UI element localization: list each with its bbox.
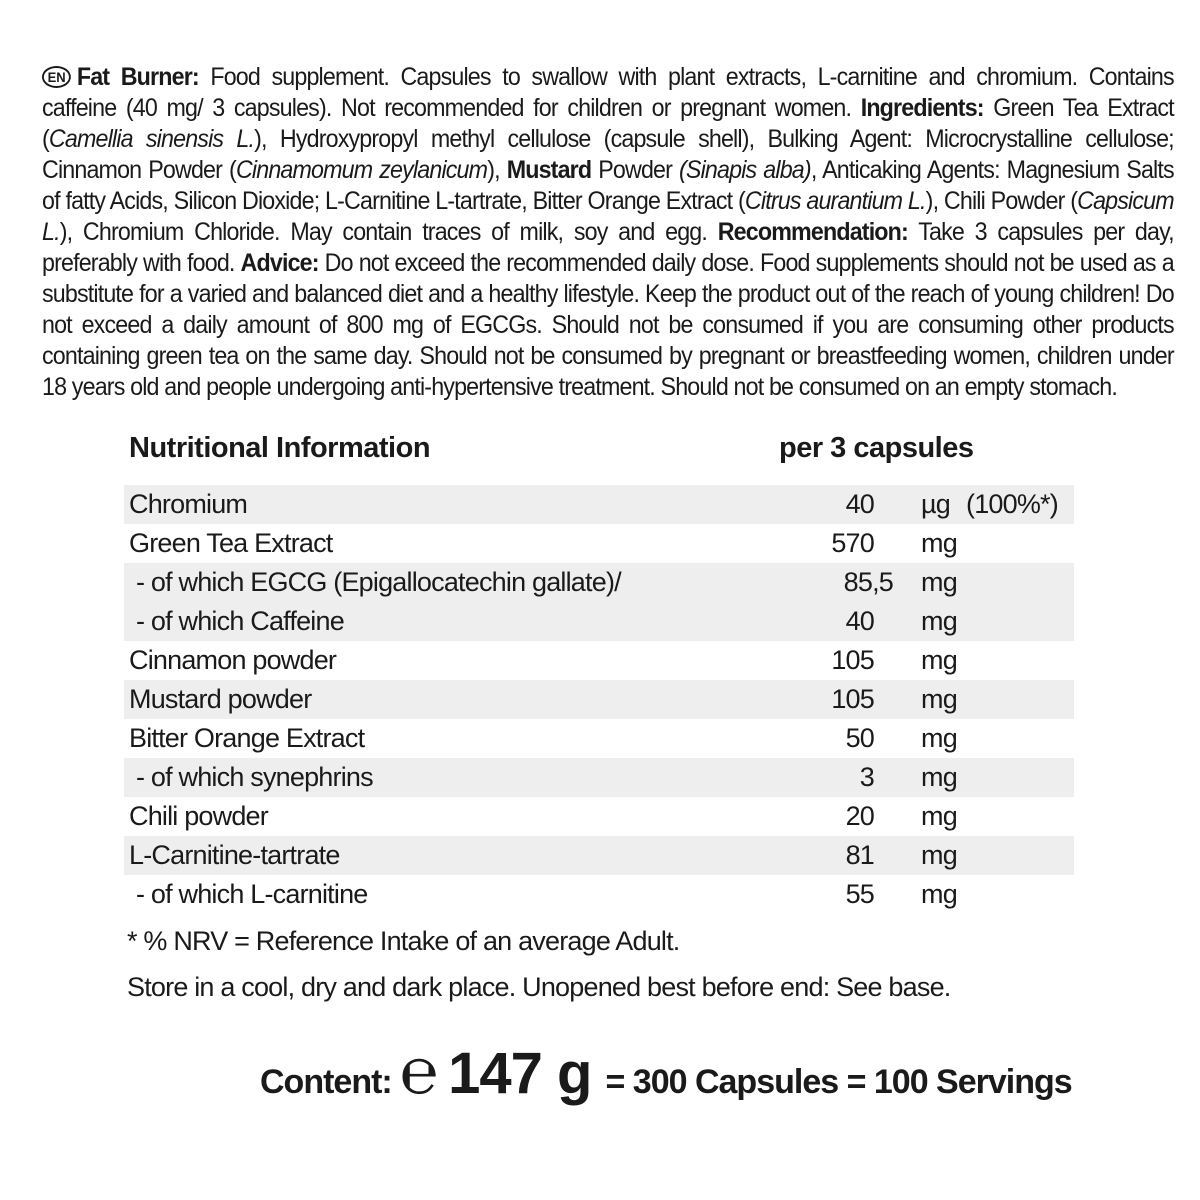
estimated-sign-icon: ℮ xyxy=(399,1035,439,1107)
ingredients-label: Ingredients: xyxy=(860,94,984,122)
nutrient-value: 40 xyxy=(845,606,874,636)
advice-text: Do not exceed the recommended daily dose. Food supplements should not be used as a substitute for a varied and balanced diet and a healthy lifestyle. Keep the product out of the reach of young children! Do not exceed a daily amount of 800 mg of EGCGs. Should not be consumed if you are consuming other products containing green tea on the same day. Should not be consumed by pregnant or breastfeeding women, children under 18 years old and people undergoing anti-hypertensive treatment. Should not be consumed on an empty stomach. xyxy=(42,249,1174,401)
advice-label: Advice: xyxy=(240,249,319,277)
product-name: Fat Burner: xyxy=(76,63,199,91)
nutrient-name: - of which synephrins xyxy=(136,762,373,792)
nutrient-name: - of which EGCG (Epigallocatechin gallate)/ xyxy=(136,567,621,597)
nutrition-heading: Nutritional Information xyxy=(129,432,431,464)
nutrient-unit: mg xyxy=(921,567,957,597)
content-label: Content: xyxy=(260,1063,392,1101)
table-row xyxy=(124,602,1074,641)
product-description xyxy=(42,62,1174,403)
table-row xyxy=(124,485,1074,524)
nutrient-unit: mg xyxy=(921,645,957,675)
nutrient-value: 40 xyxy=(845,489,874,519)
ingredients-text: Powder xyxy=(591,156,680,184)
nutrient-value: 105 xyxy=(831,645,874,675)
nutrient-name: Green Tea Extract xyxy=(129,528,333,558)
nutrient-value: 105 xyxy=(831,684,874,714)
nutrient-value: 85,5 xyxy=(843,567,893,597)
capsule-serving-count: = 300 Capsules = 100 Servings xyxy=(605,1063,1072,1101)
nutrient-name: L-Carnitine-tartrate xyxy=(129,840,340,870)
nutrient-value: 55 xyxy=(845,879,874,909)
nutrient-name: Bitter Orange Extract xyxy=(129,723,365,753)
ingredients-text: ), Chili Powder ( xyxy=(925,187,1078,215)
table-row xyxy=(124,797,1074,836)
nutrition-table xyxy=(124,485,1074,914)
table-row xyxy=(124,641,1074,680)
net-content xyxy=(260,1035,1072,1120)
ingredients-text: Green Tea Extract ( xyxy=(42,94,1174,153)
table-row xyxy=(124,524,1074,563)
nutrient-unit: mg xyxy=(921,879,957,909)
description-text: Food supplement. Capsules to swallow with plant extracts, L-carnitine and chromium. Contains caffeine (40 mg/ 3 capsules). Not recommended for children or pregnant women. xyxy=(42,63,1174,122)
nutrient-unit: mg xyxy=(921,723,957,753)
latin-name: Camellia sinensis L. xyxy=(48,125,255,153)
nutrient-unit: mg xyxy=(921,684,957,714)
table-row xyxy=(124,563,1074,602)
nutrient-name: Chili powder xyxy=(129,801,268,831)
nutrient-value: 50 xyxy=(845,723,874,753)
nrv-percent: (100%*) xyxy=(966,489,1058,519)
ingredients-text: , Anticaking Agents: Magnesium Salts of fatty Acids, Silicon Dioxide; L-Carnitine L-tartrate, Bitter Orange Extract ( xyxy=(42,156,1174,215)
nutrient-unit: mg xyxy=(921,801,957,831)
nutrient-unit: mg xyxy=(921,762,957,792)
nutrient-value: 3 xyxy=(859,762,874,792)
nutrient-unit: mg xyxy=(921,528,957,558)
nutrient-name: Cinnamon powder xyxy=(129,645,337,675)
latin-name: (Sinapis alba) xyxy=(679,156,811,184)
recommendation-text: Take 3 capsules per day, preferably with food. xyxy=(42,218,1174,277)
nutrient-unit: mg xyxy=(921,840,957,870)
nutrient-value: 81 xyxy=(845,840,874,870)
latin-name: Cinnamomum zeylanicum xyxy=(235,156,488,184)
latin-name: Capsicum L. xyxy=(42,187,1174,246)
storage-instructions: Store in a cool, dry and dark place. Unopened best before end: See base. xyxy=(127,972,951,1002)
ingredients-text: ), Chromium Chloride. May contain traces of milk, soy and egg. xyxy=(59,218,718,246)
allergen-mustard: Mustard xyxy=(506,156,592,184)
table-row xyxy=(124,758,1074,797)
nutrient-unit: µg xyxy=(921,489,950,519)
ingredients-text: ), xyxy=(487,156,507,184)
nrv-footnote: * % NRV = Reference Intake of an average Adult. xyxy=(127,926,680,956)
table-row xyxy=(124,680,1074,719)
latin-name: Citrus aurantium L. xyxy=(744,187,926,215)
per-serving-heading: per 3 capsules xyxy=(779,432,974,464)
nutrient-name: - of which L-carnitine xyxy=(136,879,368,909)
recommendation-label: Recommendation: xyxy=(717,218,908,246)
net-quantity: 147 g xyxy=(448,1041,592,1106)
nutrient-unit: mg xyxy=(921,606,957,636)
nutrient-value: 570 xyxy=(831,528,874,558)
nutrient-value: 20 xyxy=(845,801,874,831)
table-row xyxy=(124,875,1074,914)
language-badge: EN xyxy=(42,66,71,88)
table-row xyxy=(124,836,1074,875)
nutrient-name: - of which Caffeine xyxy=(136,606,344,636)
nutrient-name: Chromium xyxy=(129,489,248,519)
table-row xyxy=(124,719,1074,758)
ingredients-text: ), Hydroxypropyl methyl cellulose (capsule shell), Bulking Agent: Microcrystalline cellulose; Cinnamon Powder ( xyxy=(42,125,1174,184)
nutrient-name: Mustard powder xyxy=(129,684,312,714)
